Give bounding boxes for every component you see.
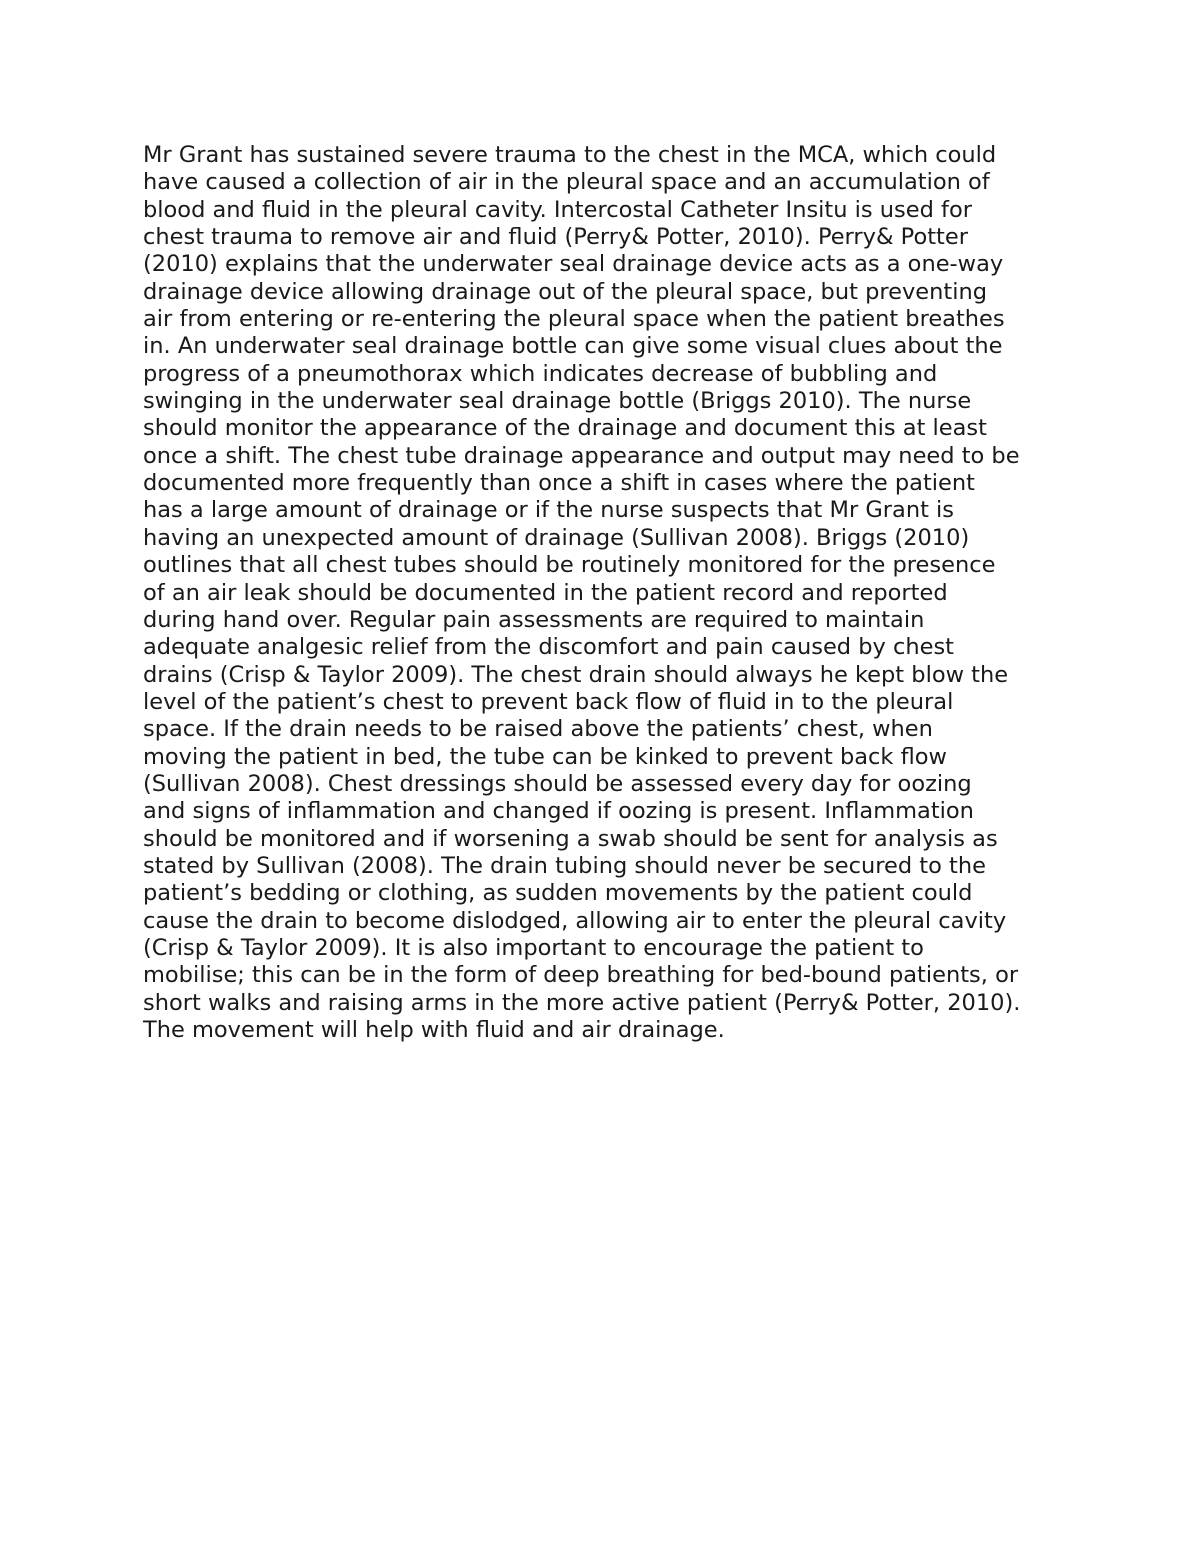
paragraph-line: air from entering or re-entering the pleural space when the patient breathes [143, 306, 1005, 333]
paragraph-line: cause the drain to become dislodged, allowing air to enter the pleural cavity [143, 907, 1007, 934]
paragraph-line: adequate analgesic relief from the discomfort and pain caused by chest [143, 634, 954, 661]
paragraph-line: blood and fluid in the pleural cavity. Intercostal Catheter Insitu is used for [143, 196, 972, 223]
paragraph-line: during hand over. Regular pain assessments are required to maintain [143, 606, 925, 633]
paragraph-line: outlines that all chest tubes should be routinely monitored for the presence [143, 552, 996, 579]
paragraph-line: space. If the drain needs to be raised above the patients’ chest, when [143, 716, 933, 743]
paragraph-line: have caused a collection of air in the pleural space and an accumulation of [143, 169, 990, 196]
paragraph-line: of an air leak should be documented in the patient record and reported [143, 579, 948, 606]
paragraph-line: stated by Sullivan (2008). The drain tubing should never be secured to the [143, 852, 986, 879]
paragraph-line: moving the patient in bed, the tube can be kinked to prevent back flow [143, 743, 947, 770]
paragraph-line: having an unexpected amount of drainage (Sullivan 2008). Briggs (2010) [143, 524, 970, 551]
paragraph-line: should monitor the appearance of the drainage and document this at least [143, 415, 987, 442]
paragraph-line: chest trauma to remove air and fluid (Perry& Potter, 2010). Perry& Potter [143, 224, 968, 251]
paragraph-line: Mr Grant has sustained severe trauma to the chest in the MCA, which could [143, 142, 997, 168]
paragraph-line: The movement will help with fluid and air drainage. [143, 1017, 725, 1043]
paragraph-line: once a shift. The chest tube drainage appearance and output may need to be [143, 442, 1020, 469]
paragraph-line: progress of a pneumothorax which indicates decrease of bubbling and [143, 360, 938, 387]
paragraph-line: patient’s bedding or clothing, as sudden movements by the patient could [143, 880, 973, 907]
paragraph-line: level of the patient’s chest to prevent back flow of fluid in to the pleural [143, 688, 954, 715]
paragraph-line: short walks and raising arms in the more active patient (Perry& Potter, 2010). [143, 989, 1021, 1016]
paragraph-line: has a large amount of drainage or if the nurse suspects that Mr Grant is [143, 497, 955, 524]
paragraph-line: in. An underwater seal drainage bottle can give some visual clues about the [143, 333, 1003, 360]
paragraph-line: documented more frequently than once a shift in cases where the patient [143, 470, 975, 497]
paragraph-line: (Sullivan 2008). Chest dressings should be assessed every day for oozing [143, 770, 972, 797]
paragraph-line: should be monitored and if worsening a swab should be sent for analysis as [143, 825, 998, 852]
body-paragraph [143, 142, 1073, 1044]
paragraph-line: drainage device allowing drainage out of the pleural space, but preventing [143, 278, 987, 305]
paragraph-line: and signs of inflammation and changed if oozing is present. Inflammation [143, 798, 974, 825]
paragraph-line: swinging in the underwater seal drainage bottle (Briggs 2010). The nurse [143, 388, 972, 415]
paragraph-line: drains (Crisp & Taylor 2009). The chest drain should always he kept blow the [143, 661, 1009, 688]
paragraph-line: (Crisp & Taylor 2009). It is also important to encourage the patient to [143, 934, 924, 961]
paragraph-line: mobilise; this can be in the form of deep breathing for bed-bound patients, or [143, 962, 1019, 989]
paragraph-line: (2010) explains that the underwater seal drainage device acts as a one-way [143, 251, 1004, 278]
